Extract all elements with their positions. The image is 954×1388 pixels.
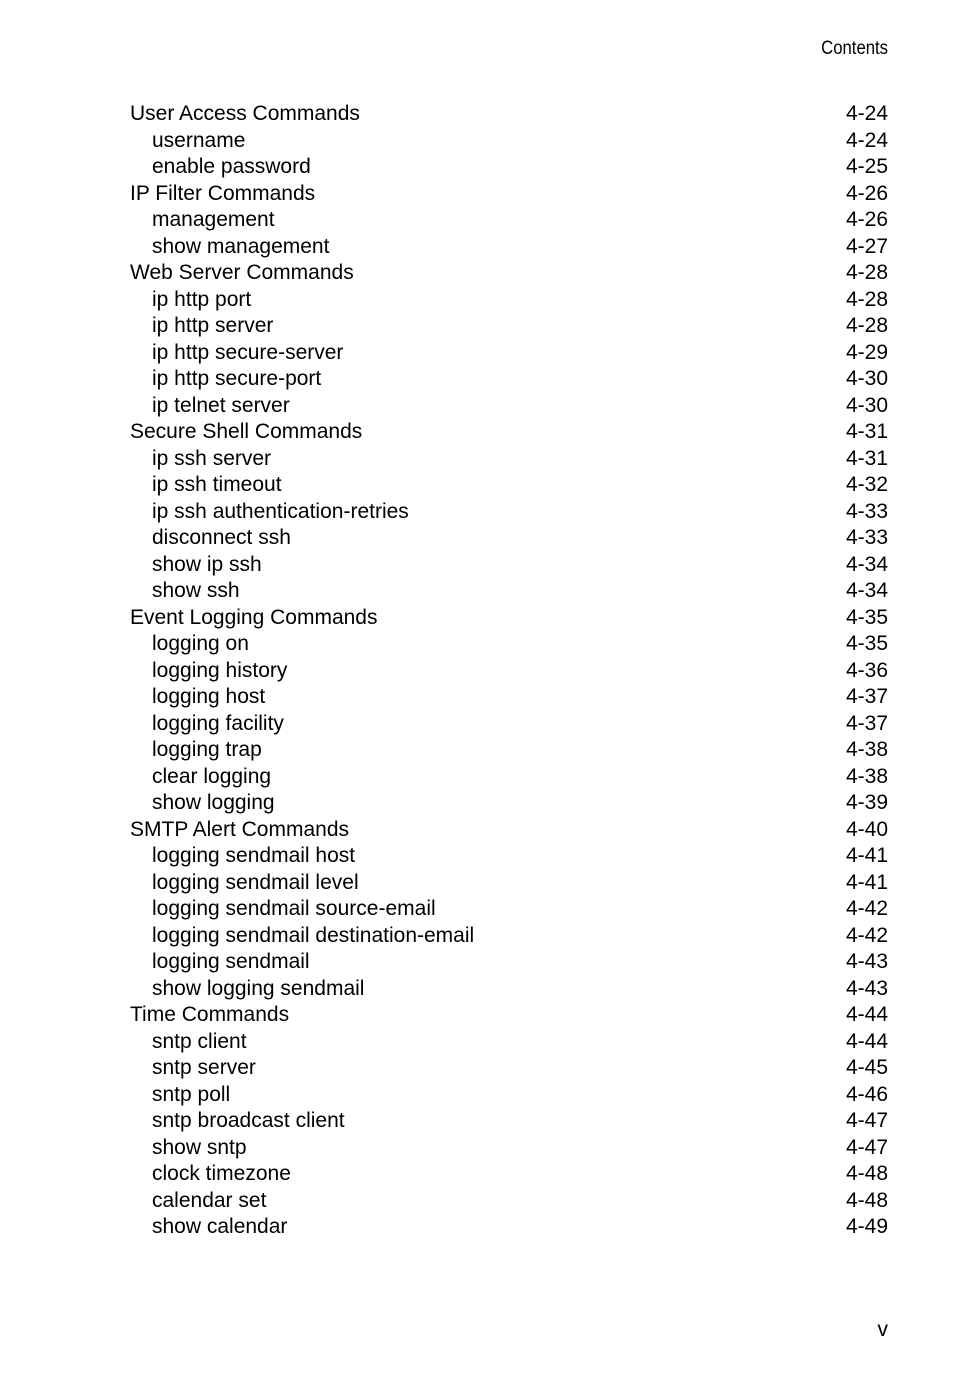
toc-subentry: [130, 128, 888, 155]
toc-entry-page: 4-31: [845, 446, 888, 470]
toc-subentry: [130, 472, 888, 499]
toc-section-entry: [130, 605, 888, 632]
toc-entry-title: disconnect ssh: [152, 526, 291, 549]
toc-entry-page: 4-44: [845, 1029, 888, 1053]
toc-section-entry: [130, 181, 888, 208]
toc-subentry: [130, 393, 888, 420]
toc-entry-page: 4-28: [845, 287, 888, 311]
toc-entry-page: 4-33: [845, 499, 888, 523]
toc-subentry: [130, 313, 888, 340]
toc-subentry: [130, 1188, 888, 1215]
toc-subentry: [130, 1055, 888, 1082]
toc-entry-title: ip telnet server: [152, 393, 290, 417]
toc-entry-page: 4-48: [845, 1162, 888, 1185]
toc-entry-page: 4-28: [845, 314, 888, 337]
toc-subentry: [130, 366, 888, 393]
toc-subentry: [130, 1135, 888, 1162]
toc-entry-title: logging sendmail: [152, 950, 310, 973]
toc-entry-title: ip http server: [152, 314, 274, 337]
toc-entry-page: 4-48: [845, 1188, 888, 1212]
toc-subentry: [130, 234, 888, 261]
toc-subentry: [130, 340, 888, 367]
toc-subentry: [130, 446, 888, 473]
toc-subentry: [130, 711, 888, 738]
toc-subentry: [130, 843, 888, 870]
toc-entry-title: User Access Commands: [130, 102, 360, 125]
toc-entry-page: 4-37: [845, 685, 888, 708]
toc-subentry: [130, 658, 888, 685]
toc-entry-page: 4-25: [845, 155, 888, 178]
toc-entry-title: sntp client: [152, 1029, 247, 1053]
toc-entry-title: Time Commands: [130, 1003, 290, 1026]
toc-subentry: [130, 499, 888, 526]
toc-entry-page: 4-27: [845, 234, 888, 258]
toc-entry-page: 4-24: [845, 102, 888, 125]
toc-entry-title: sntp poll: [152, 1082, 231, 1106]
toc-subentry: [130, 631, 888, 658]
toc-entry-title: show sntp: [152, 1135, 247, 1159]
toc-entry-title: ip ssh server: [152, 446, 272, 470]
toc-entry-title: ip ssh authentication-retries: [152, 499, 409, 523]
toc-section-entry: [130, 1002, 888, 1029]
toc-entry-page: 4-30: [845, 367, 888, 390]
toc-subentry: [130, 154, 888, 181]
toc-entry-title: sntp server: [152, 1056, 256, 1079]
toc-subentry: [130, 287, 888, 314]
toc-subentry: [130, 684, 888, 711]
toc-entry-title: SMTP Alert Commands: [130, 817, 350, 841]
toc-entry-title: management: [152, 208, 275, 231]
toc-entry-page: 4-28: [845, 261, 888, 284]
toc-entry-page: 4-31: [845, 420, 888, 443]
toc-entry-page: 4-34: [845, 552, 888, 576]
toc-entry-title: logging on: [152, 632, 249, 655]
toc-entry-page: 4-42: [845, 923, 888, 947]
toc-entry-title: ip ssh timeout: [152, 473, 282, 496]
toc-entry-title: ip http secure-port: [152, 367, 322, 390]
toc-subentry: [130, 923, 888, 950]
toc-entry-title: show ip ssh: [152, 552, 262, 576]
toc-entry-title: logging history: [152, 658, 288, 682]
toc-entry-page: 4-36: [845, 658, 888, 682]
toc-entry-page: 4-45: [845, 1056, 888, 1079]
toc-subentry: [130, 1029, 888, 1056]
toc-subentry: [130, 790, 888, 817]
toc-entry-title: logging trap: [152, 738, 262, 761]
toc-entry-title: Event Logging Commands: [130, 605, 378, 629]
toc-entry-page: 4-38: [845, 764, 888, 788]
toc-entry-title: logging sendmail source-email: [152, 897, 436, 920]
toc-section-entry: [130, 817, 888, 844]
toc-entry-title: clock timezone: [152, 1162, 291, 1185]
toc-entry-title: username: [152, 128, 246, 152]
toc-entry-title: show logging: [152, 791, 275, 814]
toc-entry-page: 4-35: [845, 632, 888, 655]
toc-entry-title: IP Filter Commands: [130, 181, 316, 205]
toc-entry-title: Secure Shell Commands: [130, 420, 363, 443]
running-header: Contents: [821, 38, 888, 59]
toc-subentry: [130, 1161, 888, 1188]
toc-entry-title: show logging sendmail: [152, 976, 365, 1000]
toc-subentry: [130, 1082, 888, 1109]
toc-entry-title: show ssh: [152, 579, 240, 602]
toc-entry-page: 4-30: [845, 393, 888, 417]
toc-entry-page: 4-24: [845, 128, 888, 152]
toc-entry-title: logging facility: [152, 711, 284, 735]
toc-entry-page: 4-34: [845, 579, 888, 602]
toc-entry-page: 4-32: [845, 473, 888, 496]
toc-entry-page: 4-37: [845, 711, 888, 735]
table-of-contents: [130, 101, 888, 1241]
toc-subentry: [130, 1214, 888, 1241]
toc-entry-title: ip http port: [152, 287, 252, 311]
toc-entry-page: 4-33: [845, 526, 888, 549]
toc-subentry: [130, 525, 888, 552]
toc-entry-page: 4-49: [845, 1215, 888, 1238]
toc-subentry: [130, 207, 888, 234]
toc-subentry: [130, 896, 888, 923]
toc-entry-title: enable password: [152, 155, 311, 178]
toc-entry-title: show calendar: [152, 1215, 288, 1238]
toc-subentry: [130, 976, 888, 1003]
toc-subentry: [130, 870, 888, 897]
toc-subentry: [130, 1108, 888, 1135]
toc-subentry: [130, 737, 888, 764]
toc-entry-page: 4-41: [845, 844, 888, 867]
toc-subentry: [130, 552, 888, 579]
toc-entry-page: 4-44: [845, 1003, 888, 1026]
toc-entry-page: 4-39: [845, 791, 888, 814]
toc-entry-title: logging sendmail host: [152, 844, 356, 867]
toc-entry-title: logging sendmail destination-email: [152, 923, 475, 947]
toc-entry-page: 4-46: [845, 1082, 888, 1106]
toc-entry-page: 4-41: [845, 870, 888, 894]
page-number: v: [877, 1318, 888, 1341]
toc-entry-title: sntp broadcast client: [152, 1109, 345, 1132]
toc-entry-title: logging sendmail level: [152, 870, 359, 894]
toc-section-entry: [130, 260, 888, 287]
toc-entry-title: show management: [152, 234, 330, 258]
toc-entry-page: 4-42: [845, 897, 888, 920]
toc-entry-title: logging host: [152, 685, 266, 708]
toc-entry-page: 4-29: [845, 340, 888, 364]
toc-entry-title: ip http secure-server: [152, 340, 344, 364]
toc-entry-page: 4-38: [845, 738, 888, 761]
toc-section-entry: [130, 419, 888, 446]
toc-entry-title: calendar set: [152, 1188, 267, 1212]
toc-entry-page: 4-26: [845, 208, 888, 231]
toc-entry-page: 4-40: [845, 817, 888, 841]
toc-entry-page: 4-26: [845, 181, 888, 205]
toc-entry-page: 4-47: [845, 1135, 888, 1159]
toc-subentry: [130, 578, 888, 605]
toc-entry-page: 4-43: [845, 950, 888, 973]
toc-entry-page: 4-47: [845, 1109, 888, 1132]
toc-entry-title: Web Server Commands: [130, 261, 354, 284]
toc-section-entry: [130, 101, 888, 128]
toc-subentry: [130, 764, 888, 791]
toc-entry-title: clear logging: [152, 764, 272, 788]
toc-entry-page: 4-35: [845, 605, 888, 629]
toc-subentry: [130, 949, 888, 976]
toc-entry-page: 4-43: [845, 976, 888, 1000]
